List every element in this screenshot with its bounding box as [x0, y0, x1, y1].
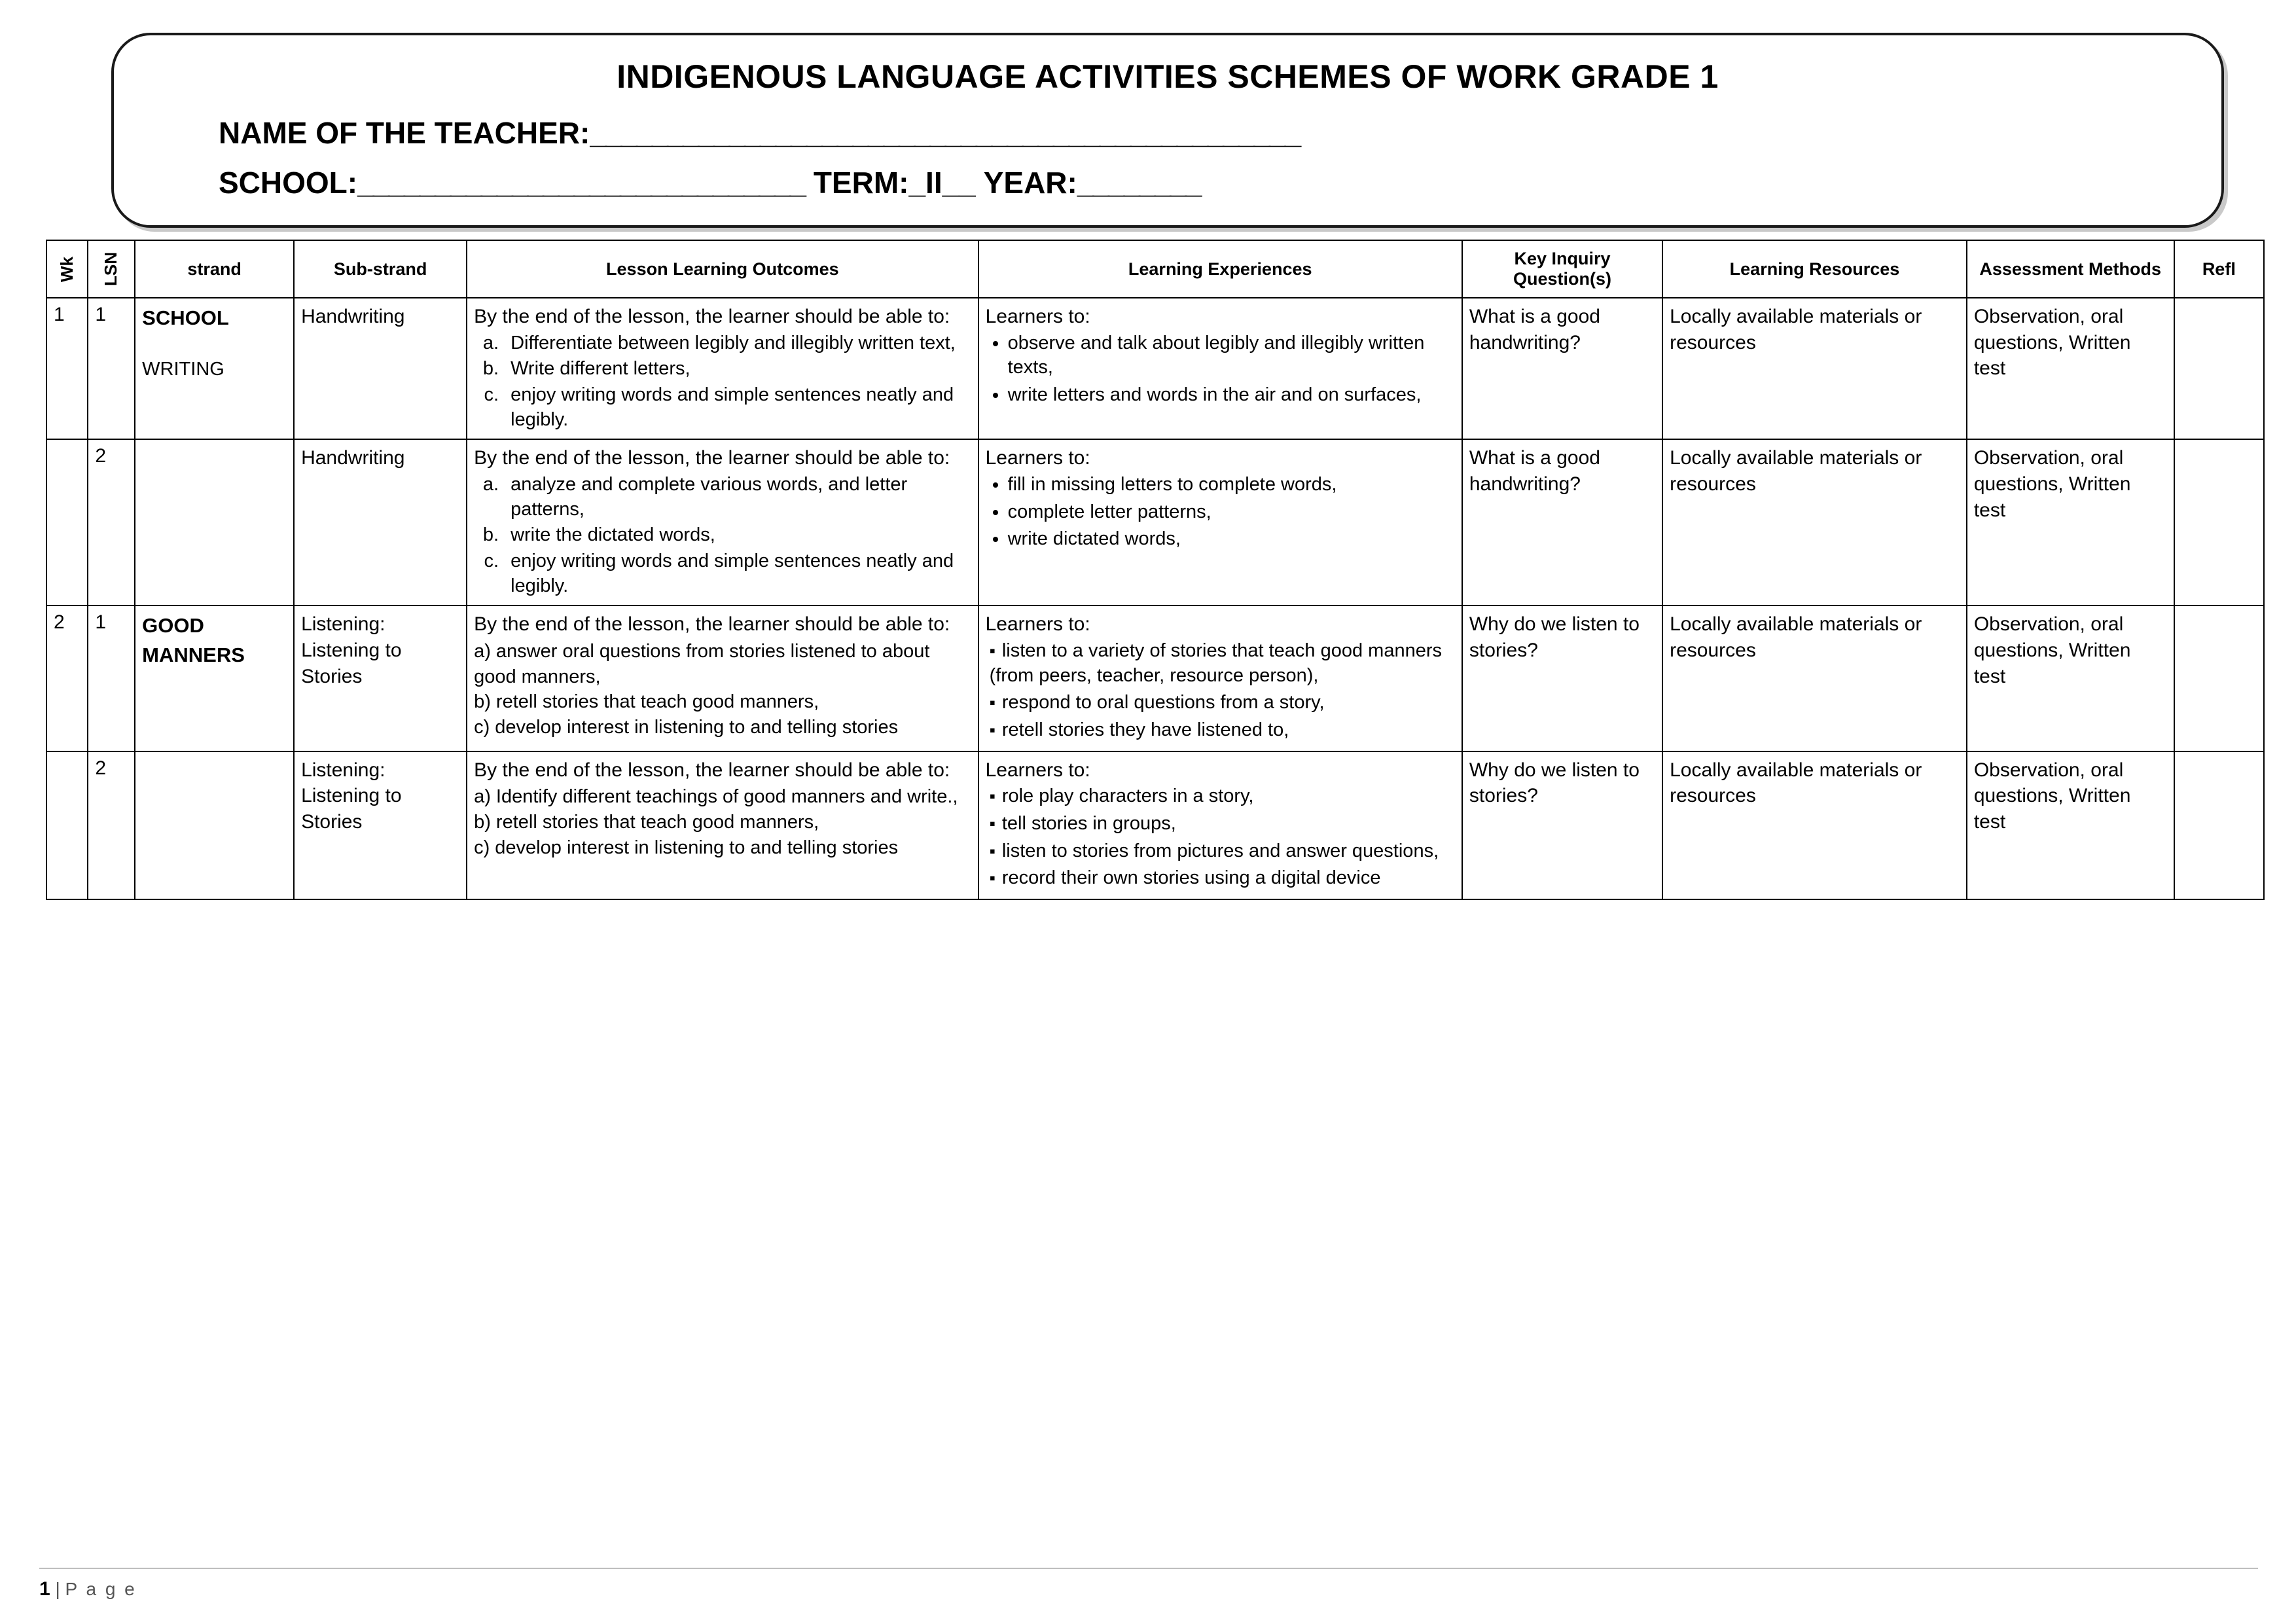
cell-wk: [46, 751, 88, 899]
cell-strand: [135, 298, 294, 439]
cell-refl[interactable]: [2174, 751, 2264, 899]
document-header: [111, 33, 2224, 228]
cell-substrand: Listening: Listening to Stories: [294, 751, 467, 899]
list-item: b) retell stories that teach good manners,: [474, 811, 819, 833]
list-item: a) Identify different teachings of good manners and write.,: [474, 786, 958, 808]
outcomes-intro: By the end of the lesson, the learner should be able to:: [474, 447, 950, 469]
experiences-list: [986, 473, 1455, 552]
cell-lsn: 2: [88, 439, 135, 605]
cell-lsn: 1: [88, 298, 135, 439]
col-assessment: Assessment Methods: [1967, 240, 2174, 298]
list-item: c) develop interest in listening to and telling stories: [474, 837, 899, 858]
col-substrand: Sub-strand: [294, 240, 467, 298]
col-wk: [46, 240, 88, 298]
cell-experiences: [978, 298, 1462, 439]
col-outcomes: Lesson Learning Outcomes: [467, 240, 978, 298]
experiences-intro: Learners to:: [985, 613, 1090, 636]
list-item-text: develop interest in listening to and telling stories: [495, 716, 899, 738]
cell-strand: [135, 751, 294, 899]
cell-refl[interactable]: [2174, 605, 2264, 751]
list-item: b. write the dictated words,: [504, 523, 971, 548]
outcomes-intro: By the end of the lesson, the learner should be able to:: [474, 613, 950, 636]
cell-experiences: [978, 605, 1462, 751]
cell-substrand: Handwriting: [294, 439, 467, 605]
cell-substrand: Handwriting: [294, 298, 467, 439]
cell-assessment: Observation, oral questions, Written test: [1967, 605, 2174, 751]
list-item: ▪ record their own stories using a digital device: [990, 866, 1455, 891]
cell-lsn: 1: [88, 605, 135, 751]
cell-wk: 1: [46, 298, 88, 439]
cell-refl[interactable]: [2174, 298, 2264, 439]
cell-strand: GOOD MANNERS: [135, 605, 294, 751]
cell-wk: [46, 439, 88, 605]
cell-inquiry: Why do we listen to stories?: [1462, 605, 1662, 751]
table-row: [46, 298, 2264, 439]
col-inquiry: Key Inquiry Question(s): [1462, 240, 1662, 298]
outcomes-list: [474, 331, 971, 433]
list-item: c. enjoy writing words and simple sentences neatly and legibly.: [504, 549, 971, 598]
cell-outcomes: [467, 298, 978, 439]
outcomes-list: [474, 639, 971, 740]
list-item: • observe and talk about legibly and illegibly written texts,: [1008, 331, 1455, 380]
footer-page-word: P a g e: [65, 1579, 137, 1599]
year-label: YEAR:: [983, 166, 1077, 200]
cell-assessment: Observation, oral questions, Written test: [1967, 751, 2174, 899]
outcomes-intro: By the end of the lesson, the learner should be able to:: [474, 306, 950, 328]
list-item: b. Write different letters,: [504, 357, 971, 382]
cell-outcomes: [467, 439, 978, 605]
list-item-text: Identify different teachings of good manners and write.,: [495, 786, 958, 808]
teacher-line: [219, 115, 2195, 151]
cell-experiences: [978, 439, 1462, 605]
col-resources: Learning Resources: [1662, 240, 1967, 298]
cell-lsn: 2: [88, 751, 135, 899]
cell-assessment: Observation, oral questions, Written test: [1967, 298, 2174, 439]
experiences-list: [986, 639, 1455, 743]
cell-assessment: Observation, oral questions, Written test: [1967, 439, 2174, 605]
experiences-intro: Learners to:: [985, 447, 1090, 469]
table-header-row: [46, 240, 2264, 298]
list-item-text: retell stories that teach good manners,: [495, 691, 819, 713]
list-item: a. Differentiate between legibly and illegibly written text,: [504, 331, 971, 356]
list-item-text: develop interest in listening to and telling stories: [495, 837, 899, 858]
col-strand: strand: [135, 240, 294, 298]
teacher-label: NAME OF THE TEACHER:: [219, 116, 590, 150]
year-value-blank[interactable]: ________: [1077, 166, 1201, 200]
col-lsn-label: LSN: [101, 252, 121, 287]
list-item: ▪ listen to stories from pictures and answer questions,: [990, 839, 1455, 864]
experiences-intro: Learners to:: [985, 306, 1090, 328]
experiences-intro: Learners to:: [985, 759, 1090, 781]
cell-experiences: [978, 751, 1462, 899]
cell-resources: Locally available materials or resources: [1662, 298, 1967, 439]
list-item: • write letters and words in the air and on surfaces,: [1008, 383, 1455, 408]
footer-separator: |: [55, 1579, 60, 1599]
list-item: • write dictated words,: [1008, 527, 1455, 552]
list-item: b) retell stories that teach good manners,: [474, 691, 819, 713]
outcomes-list: [474, 784, 971, 860]
school-term-year-line: [219, 165, 2195, 200]
list-item-text: answer oral questions from stories listened to about good manners,: [474, 641, 930, 687]
table-row: [46, 751, 2264, 899]
list-item: ▪ role play characters in a story,: [990, 784, 1455, 809]
cell-resources: Locally available materials or resources: [1662, 605, 1967, 751]
schemes-of-work-table: [46, 240, 2265, 900]
list-item: c. enjoy writing words and simple sentences neatly and legibly.: [504, 383, 971, 432]
experiences-list: [986, 331, 1455, 408]
cell-outcomes: [467, 605, 978, 751]
cell-outcomes: [467, 751, 978, 899]
list-item: a. analyze and complete various words, and letter patterns,: [504, 473, 971, 522]
page-title: INDIGENOUS LANGUAGE ACTIVITIES SCHEMES OF WORK GRADE 1: [617, 58, 1719, 95]
cell-resources: Locally available materials or resources: [1662, 751, 1967, 899]
outcomes-intro: By the end of the lesson, the learner should be able to:: [474, 759, 950, 781]
cell-strand: [135, 439, 294, 605]
col-refl: Refl: [2174, 240, 2264, 298]
footer-page-number: 1: [39, 1578, 50, 1600]
strand-secondary: WRITING: [142, 359, 224, 380]
list-item: • fill in missing letters to complete words,: [1008, 473, 1455, 497]
col-wk-label: Wk: [56, 256, 77, 282]
strand-main: SCHOOL: [142, 306, 229, 330]
table-row: [46, 605, 2264, 751]
cell-inquiry: Why do we listen to stories?: [1462, 751, 1662, 899]
term-value[interactable]: _II__: [908, 166, 976, 200]
cell-inquiry: What is a good handwriting?: [1462, 439, 1662, 605]
teacher-value-blank[interactable]: ______________________________________________: [590, 116, 1300, 150]
list-item: c) develop interest in listening to and telling stories: [474, 716, 899, 738]
cell-wk: 2: [46, 605, 88, 751]
table-row: [46, 439, 2264, 605]
cell-resources: Locally available materials or resources: [1662, 439, 1967, 605]
list-item: ▪ listen to a variety of stories that teach good manners (from peers, teacher, resource person),: [990, 639, 1455, 688]
school-value-blank[interactable]: _____________________________: [357, 166, 806, 200]
page-footer: [39, 1568, 2258, 1600]
list-item: ▪ respond to oral questions from a story,: [990, 691, 1455, 715]
cell-inquiry: What is a good handwriting?: [1462, 298, 1662, 439]
list-item: a) answer oral questions from stories listened to about good manners,: [474, 641, 930, 687]
list-item: • complete letter patterns,: [1008, 500, 1455, 525]
col-experiences: Learning Experiences: [978, 240, 1462, 298]
experiences-list: [986, 784, 1455, 891]
outcomes-list: [474, 473, 971, 598]
list-item-text: retell stories that teach good manners,: [495, 811, 819, 833]
cell-refl[interactable]: [2174, 439, 2264, 605]
list-item: ▪ retell stories they have listened to,: [990, 718, 1455, 743]
list-item: ▪ tell stories in groups,: [990, 812, 1455, 837]
col-lsn: [88, 240, 135, 298]
term-label: TERM:: [813, 166, 909, 200]
cell-substrand: Listening: Listening to Stories: [294, 605, 467, 751]
school-label: SCHOOL:: [219, 166, 358, 200]
